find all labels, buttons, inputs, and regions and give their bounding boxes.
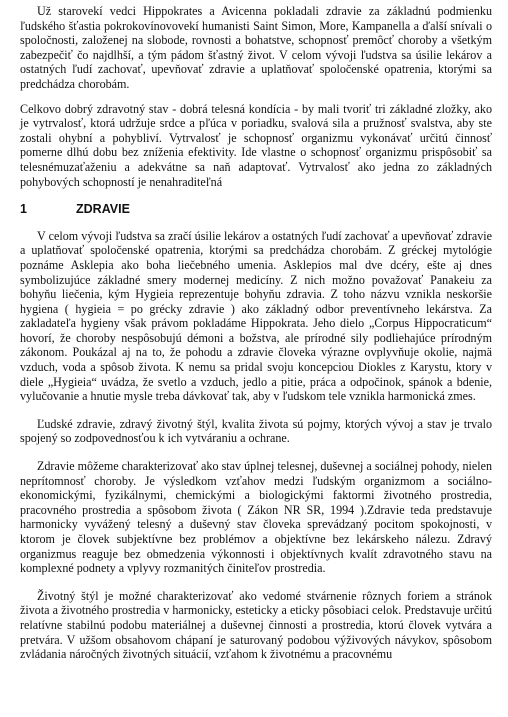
- section-heading: [20, 202, 492, 217]
- paragraph-concepts: Ľudské zdravie, zdravý životný štýl, kvalita života sú pojmy, ktorých vývoj a stav je trvalo spojený so zodpovednosťou k ich vytváraniu a ochrane.: [20, 416, 492, 446]
- paragraph-history: V celom vývoji ľudstva sa zračí úsilie lekárov a ostatných ľudí zachovať a upevňovať zdravie a uplatňovať spoločenské opatrenia, ktorými sa predchádza chorobám. Z gréckej mytológie poznáme Asklepia ako boha liečebného umenia. Asklepios mal dve dcéry, ešte aj dnes symbolizujúce základné smery modernej medicíny. Z nich možno považovať Panakeiu za bohyňu liečenia, kým Hygieia reprezentuje bohyňu zdravia. Z toho názvu vznikla neskoršie hygiena ( hygieia = po grécky zdravie ) ako základný odbor preventívneho lekárstva. Za zakladateľa hygieny však právom pokladáme Hippokrata. Jeho dielo „Corpus Hippocraticum“ hovorí, že choroby nespôsobujú démoni a božstva, ale prírodné sily podliehajúce prírodným zákonom. Poukázal aj na to, že pohodu a zdravie človeka výrazne ovplyvňuje okolie, najmä vzduch, voda a spôsob života. K nemu sa pridal svoju koncepciou Diokles z Karystu, ktory v diele „Hygieia“ uvádza, že svetlo a vzduch, jedlo a pitie, práca a odpočinok, spánok a bdenie, vylučovanie a hnutie mysle treba dávkovať tak, aby v ľudskom tele vznikla harmonická zmes.: [20, 228, 492, 404]
- section-title: ZDRAVIE: [76, 202, 130, 217]
- paragraph-lifestyle: Životný štýl je možné charakterizovať ako vedomé stvárnenie rôznych foriem a stránok života a životného prostredia v harmonicky, esteticky a eticky pôsobiaci celok. Predstavuje určitú relatívne stabilnú podobu materiálnej a duševnej činnosti a prostredia, ktorú človek vytvára a pretvára. V užšom obsahovom chápaní je saturovaný podobou výživových návykov, spôsobom zvládania náročných životných situácií, vzťahom k životnému a pracovnému: [20, 588, 492, 662]
- paragraph-fitness: Celkovo dobrý zdravotný stav - dobrá telesná kondícia - by mali tvoriť tri základné zložky, ako je vytrvalosť, ktorá udržuje srdce a pľúca v poriadku, svalová sila a pružnosť svalstva, aby ste zostali ohybní a pohybliví. Vytrvalosť je schopnosť organizmu vykonávať určitú činnosť pomerne dlhú dobu bez zníženia efektivity. Ide vlastne o schopnosť organizmu prispôsobiť sa telesnémuzaťaženiu a adekvátne sa naň adaptovať. Vytrvalosť ako jedna zo základných pohybových schopností je nenahraditeľná: [20, 101, 492, 189]
- paragraph-intro: Už starovekí vedci Hippokrates a Avicenna pokladali zdravie za základnú podmienku ľudského šťastia pokrokovínovovekí humanisti Saint Simon, More, Kampanella a ďalší snívali o spoločnosti, založenej na slobode, rovnosti a bohatstve, schopnosť premôcť choroby a všetkým zabezpečiť čo najdlhší, a tým pádom šťastný život. V celom vývoji ľudstva sa úsilie lekárov a ostatných ľudí zachovať, upevňovať zdravie a uplatňovať spoločenské opatrenia, ktorými sa predchádza chorobám.: [20, 4, 492, 91]
- paragraph-health-definition: Zdravie môžeme charakterizovať ako stav úplnej telesnej, duševnej a sociálnej pohody, nielen neprítomnosť choroby. Je výsledkom vzťahov medzi ľudským organizmom a sociálno-ekonomickými, fyzikálnymi, chemickými a biologickými faktormi životného prostredia, pracovného prostredia a spôsobom života ( Zákon NR SR, 1994 ).Zdravie teda predstavuje harmonicky vyvážený telesný a duševný stav človeka sprevádzaný pocitom spokojnosti, v ktorom je človek subjektívne bez problémov a objektívne bez lekárskeho nálezu. Zdravý organizmus reaguje bez obmedzenia výkonnosti i objektívnych kvalít zdravotného stavu na komplexné podnety a vplyvy rozmanitých činiteľov prostredia.: [20, 459, 492, 576]
- section-number: 1: [20, 202, 27, 217]
